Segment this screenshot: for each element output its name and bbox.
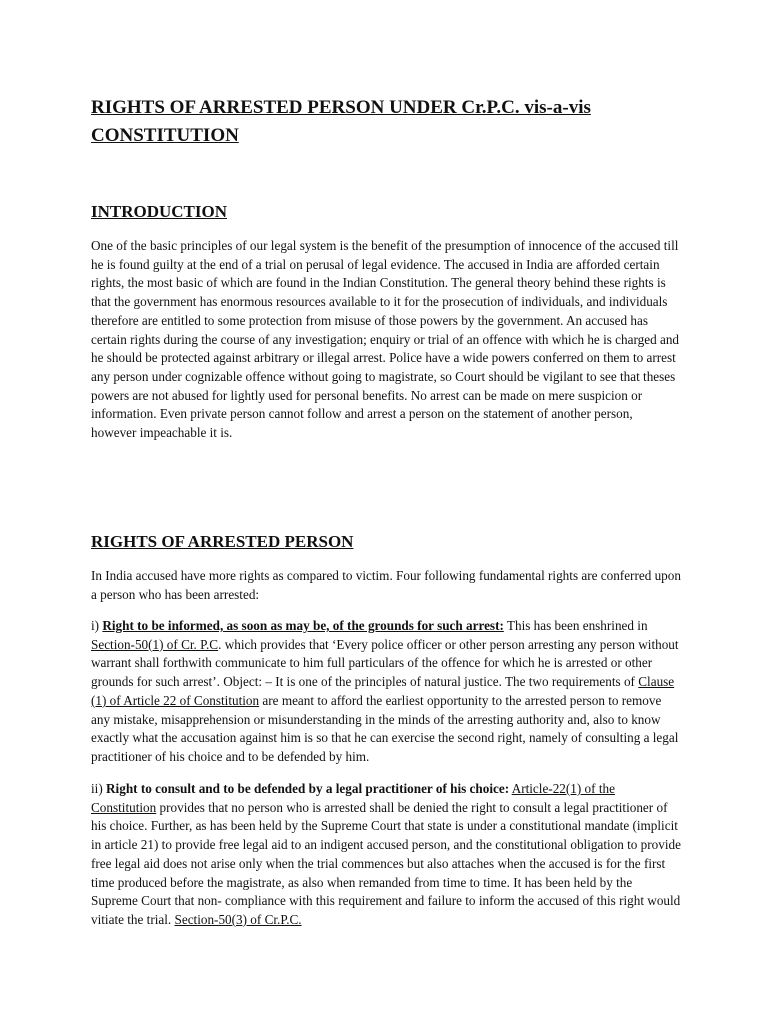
right-1-title: Right to be informed, as soon as may be, of the grounds for such arrest:: [102, 618, 504, 633]
right-1-text-a: This has been enshrined in: [503, 618, 648, 633]
right-2-number: ii): [91, 781, 107, 796]
right-2-title: Right to consult and to be defended by a legal practitioner of his choice:: [106, 781, 510, 796]
right-1-text-b: . which provides that ‘Every police officer or other person arresting any person without warrant shall forthwith communicate to him full particulars of the offence for which he is arrested or other grounds for such arrest’. Object: – It is one of the principles of natural justice. The two requirements of: [91, 636, 679, 690]
rights-heading: RIGHTS OF ARRESTED PERSON: [91, 532, 354, 551]
section-50-3-reference: Section-50(3) of Cr.P.C.: [174, 911, 302, 927]
document-title: RIGHTS OF ARRESTED PERSON UNDER Cr.P.C. vis-a-vis CONSTITUTION: [91, 97, 591, 146]
rights-intro-paragraph: In India accused have more rights as compared to victim. Four following fundamental rights are conferred upon a person who has been arrested:: [91, 568, 681, 602]
introduction-heading: INTRODUCTION: [91, 202, 228, 221]
right-2-paragraph: [91, 780, 681, 930]
right-1-paragraph: [91, 617, 681, 767]
right-1-text-c: are meant to afford the earliest opportunity to the arrested person to remove any mistake, misapprehension or misunderstanding in the minds of the arresting authority and, also to know exactly what the accusation against him is so that he can exercise the second right, namely of consulting a legal practitioner of his choice and to be defended by him.: [91, 692, 679, 764]
section-50-1-reference: Section-50(1) of Cr. P.C: [91, 636, 219, 652]
introduction-paragraph: One of the basic principles of our legal system is the benefit of the presumption of innocence of the accused till he is found guilty at the end of a trial on perusal of legal evidence. The accused in India are afforded certain rights, the most basic of which are found in the Indian Constitution. The general theory behind these rights is that the government has enormous resources available to it for the prosecution of individuals, and individuals therefore are entitled to some protection from misuse of those powers by the government. An accused has certain rights during the course of any investigation; enquiry or trial of an offence with which he is charged and he should be protected against arbitrary or illegal arrest. Police have a wide powers conferred on them to arrest any person under cognizable offence without going to magistrate, so Court should be vigilant to see that theses powers are not abused for lightly used for personal benefits. No arrest can be made on mere suspicion or information. Even private person cannot follow and arrest a person on the statement of another person, however impeachable it is.: [91, 238, 680, 441]
article-22-clause-1-reference: Clause (1) of Article 22 of Constitution: [91, 674, 675, 708]
right-2-text-b: provides that no person who is arrested shall be denied the right to consult a legal practitioner of his choice. Further, as has been held by the Supreme Court that state is under a constitutional mandate (implicit in article 21) to provide free legal aid to an indigent accused person, and the constitutional obligation to provide free legal aid does not arise only when the trial commences but also attaches when the accused is for the first time produced before the magistrate, as also when remanded from time to time. It has been held by the Supreme Court that non- compliance with this requirement and failure to inform the accused of this right would vitiate the trial.: [91, 799, 681, 927]
article-22-1-reference: Article-22(1) of the Constitution: [91, 781, 615, 815]
right-1-number: i): [91, 618, 103, 633]
